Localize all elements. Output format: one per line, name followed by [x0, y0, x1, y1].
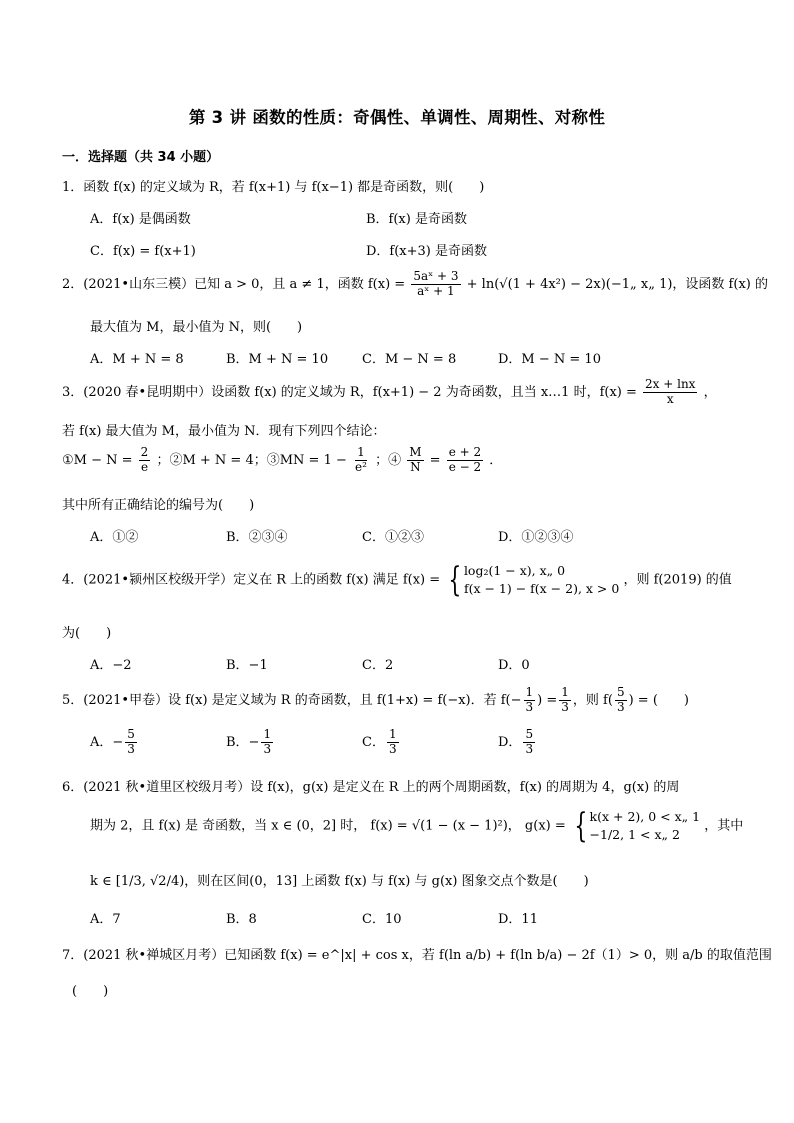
question-2-option-c: C．M − N = 8 — [362, 352, 457, 367]
question-6-case-2: −1/2, 1 < x„ 2 — [589, 827, 680, 843]
conclusion-4-text: ；④ — [375, 452, 402, 468]
question-4-line2: 为( ) — [62, 626, 112, 641]
q5-c-label: C． — [362, 734, 385, 750]
q5-a-fraction — [125, 728, 137, 757]
q5-frac3-num: 5 — [616, 685, 625, 699]
question-3-fraction-num: 2x + lnx — [645, 377, 696, 391]
q5-b-num: 1 — [263, 727, 272, 741]
question-3-line4: 其中所有正确结论的编号为( ) — [62, 498, 255, 513]
question-3-conclusions — [62, 446, 502, 475]
question-6-line1: 6．(2021 秋•道里区校级月考）设 f(x)，g(x) 是定义在 R 上的两个周期函数，f(x) 的周期为 4，g(x) 的周 — [62, 780, 680, 795]
question-3-suffix: ， — [703, 384, 717, 400]
question-3-prefix: 3．(2020 春•昆明期中）设函数 f(x) 的定义域为 R，f(x+1) − 2 为奇函数，且当 x…1 时，f(x) = — [62, 384, 637, 400]
left-brace: { — [448, 560, 462, 601]
question-1-option-c: C．f(x) = f(x+1) — [90, 244, 196, 259]
question-3-option-c: C．①②③ — [362, 530, 424, 545]
question-5-prefix: 5．(2021•甲卷）设 f(x) 是定义域为 R 的奇函数，且 f(1+x) = f(−x)．若 f(− — [62, 692, 522, 708]
question-3-fraction-den: x — [666, 391, 674, 406]
conclusion-4-fraction-right — [447, 446, 483, 475]
q5-a-label: A．− — [90, 734, 124, 750]
question-5-option-d — [498, 728, 537, 757]
question-4-case-2: f(x − 1) − f(x − 2), x > 0 — [463, 581, 620, 597]
conclusion-3-fraction — [353, 446, 369, 475]
question-6-line2-text: 期为 2，且 f(x) 是 奇函数，当 x ∈ (0，2] 时， f(x) = √(1 − (x − 1)²)， g(x) = — [90, 818, 566, 834]
question-2-option-a: A．M + N = 8 — [90, 352, 184, 367]
q5-frac1-num: 1 — [525, 685, 534, 699]
question-6-line3: k ∈ [1/3, √2/4)，则在区间(0，13] 上函数 f(x) 与 f(x) 与 g(x) 图象交点个数是( ) — [90, 874, 589, 889]
question-6-option-c: C．10 — [362, 912, 402, 927]
q5-c-num: 1 — [388, 727, 397, 741]
question-2-line2: 最大值为 M，最小值为 N，则( ) — [90, 320, 303, 335]
question-1-option-d: D．f(x+3) 是奇函数 — [366, 244, 488, 259]
q5-frac3-den: 3 — [616, 699, 625, 714]
question-6-option-d: D．11 — [498, 912, 538, 927]
question-1-option-a: A．f(x) 是偶函数 — [90, 212, 191, 227]
q5-c-fraction — [387, 728, 399, 757]
question-6-cases — [590, 808, 701, 844]
q5-d-den: 3 — [525, 741, 534, 756]
question-5-option-c — [362, 728, 401, 757]
conclusion-4-end: ． — [489, 452, 503, 468]
conclusion-3-num: 1 — [357, 445, 365, 459]
question-2-suffix: + ln(√(1 + 4x²) − 2x)(−1„ x„ 1)，设函数 f(x) 的 — [466, 276, 768, 292]
conclusion-4-left-num: M — [409, 445, 422, 459]
question-5-stem — [62, 686, 689, 715]
question-2-fraction-den: aˣ + 1 — [417, 283, 455, 298]
question-4-option-c: C．2 — [362, 658, 394, 673]
question-3-fraction — [643, 378, 697, 407]
question-4-option-d: D．0 — [498, 658, 530, 673]
q5-a-den: 3 — [127, 741, 135, 756]
question-3-line2: 若 f(x) 最大值为 M，最小值为 N．现有下列四个结论： — [62, 424, 386, 439]
conclusion-3-den: e² — [355, 459, 367, 474]
question-5-option-b — [226, 728, 275, 757]
question-6-line2-end: ，其中 — [704, 818, 744, 834]
q5-c-den: 3 — [388, 741, 397, 756]
conclusion-4-right-num: e + 2 — [448, 445, 482, 459]
conclusion-4-left-den: N — [410, 459, 421, 474]
question-4-suffix: ，则 f(2019) 的值 — [623, 572, 732, 588]
question-3-option-b: B．②③④ — [226, 530, 288, 545]
question-3-stem — [62, 378, 717, 407]
question-2-option-d: D．M − N = 10 — [498, 352, 601, 367]
page-title: 第 3 讲 函数的性质：奇偶性、单调性、周期性、对称性 — [188, 108, 606, 127]
question-6-option-a: A．7 — [90, 912, 121, 927]
q5-frac2-num: 1 — [561, 685, 569, 699]
question-6-line2 — [90, 806, 744, 847]
conclusion-1-den: e — [140, 459, 149, 474]
left-brace: { — [574, 806, 588, 847]
section-heading: 一．选择题（共 34 小题） — [62, 150, 220, 165]
q5-a-num: 5 — [127, 727, 135, 741]
question-4-option-b: B．−1 — [226, 658, 268, 673]
question-1-option-b: B．f(x) 是奇函数 — [366, 212, 467, 227]
question-5-mid: ) = — [537, 692, 558, 708]
question-4-case-1: log₂(1 − x), x„ 0 — [463, 563, 566, 578]
conclusion-4-equals: = — [429, 452, 441, 468]
q5-d-num: 5 — [525, 727, 534, 741]
q5-d-fraction — [523, 728, 535, 757]
question-2-fraction — [411, 270, 460, 299]
question-7-line2: ( ) — [72, 984, 109, 999]
question-2-stem — [62, 270, 768, 299]
question-2-fraction-num: 5aˣ + 3 — [413, 269, 459, 283]
conclusion-4-fraction-left — [407, 446, 423, 475]
question-1-stem: 1．函数 f(x) 的定义域为 R，若 f(x+1) 与 f(x−1) 都是奇函数，则( ) — [62, 180, 485, 195]
question-7-line1: 7．(2021 秋•禅城区月考）已知函数 f(x) = e^|x| + cos x，若 f(ln a/b) + f(ln b/a) − 2f（1）> 0，则 a/b 的取值范围 — [62, 948, 772, 963]
question-5-mid2: ，则 f( — [572, 692, 613, 708]
question-5-end: ) = ( ) — [628, 692, 689, 708]
question-3-option-d: D．①②③④ — [498, 530, 574, 545]
conclusion-1-num: 2 — [140, 445, 149, 459]
q5-b-label: B．− — [226, 734, 260, 750]
q5-frac1-den: 3 — [525, 699, 534, 714]
q5-b-fraction — [261, 728, 273, 757]
question-4-cases — [464, 562, 619, 598]
question-4-option-a: A．−2 — [90, 658, 132, 673]
question-2-prefix: 2．(2021•山东三模）已知 a > 0，且 a ≠ 1，函数 f(x) = — [62, 276, 406, 292]
question-3-option-a: A．①② — [90, 530, 139, 545]
question-5-fraction-3 — [615, 686, 627, 715]
question-5-fraction-1 — [524, 686, 536, 715]
question-2-option-b: B．M + N = 10 — [226, 352, 329, 367]
question-6-option-b: B．8 — [226, 912, 257, 927]
conclusion-4-right-den: e − 2 — [448, 459, 482, 474]
question-4-prefix: 4．(2021•颍州区校级开学）定义在 R 上的函数 f(x) 满足 f(x) = — [62, 572, 441, 588]
conclusion-2-3-text: ；②M + N = 4；③MN = 1 − — [156, 452, 347, 468]
q5-b-den: 3 — [263, 741, 272, 756]
conclusion-1-text: ①M − N = — [62, 452, 133, 468]
question-4-stem — [62, 560, 732, 601]
q5-d-label: D． — [498, 734, 522, 750]
question-6-case-1: k(x + 2), 0 < x„ 1 — [589, 809, 701, 824]
q5-frac2-den: 3 — [561, 699, 569, 714]
question-5-fraction-2 — [559, 686, 571, 715]
conclusion-1-fraction — [139, 446, 151, 475]
question-5-option-a — [90, 728, 139, 757]
